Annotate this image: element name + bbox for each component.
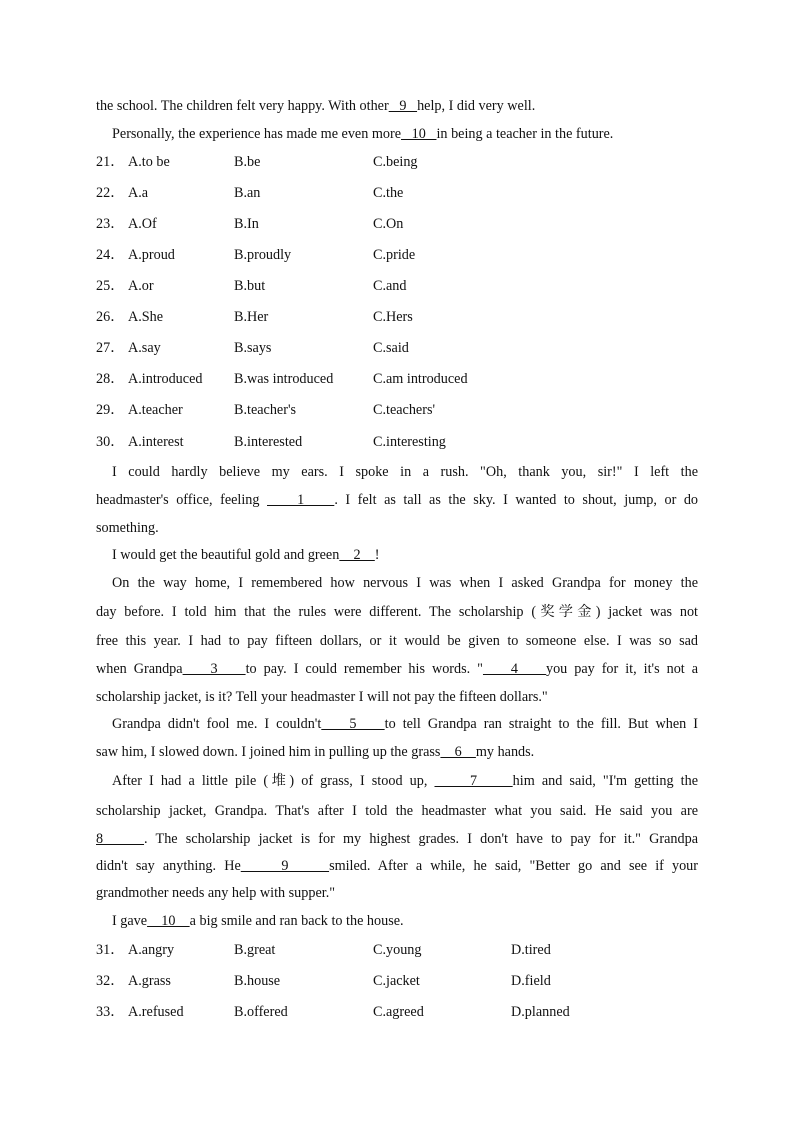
question-number: 25． — [96, 278, 125, 294]
text: ! — [374, 547, 380, 563]
option-d: D.tired — [511, 942, 551, 958]
option-a: A.interest — [128, 434, 184, 450]
text: in being a teacher in the future. — [436, 126, 614, 142]
passage-line — [96, 883, 698, 903]
option-a: A.say — [128, 340, 161, 356]
text: free this year. I had to pay fifteen dollars, or it would be given to someone else. I was so sad — [96, 633, 698, 649]
option-d: D.planned — [511, 1004, 570, 1020]
question-number: 33． — [96, 1004, 125, 1020]
text: scholarship jacket, is it? Tell your headmaster I will not pay the fifteen dollars." — [96, 689, 548, 705]
blank-10: 10 — [401, 126, 437, 142]
passage-line — [112, 462, 698, 482]
passage-line — [96, 742, 698, 762]
text: you pay for it, it's not a — [545, 661, 699, 677]
option-c: C.being — [373, 154, 418, 170]
blank-9: 9 — [240, 858, 330, 874]
option-b: B.In — [234, 216, 259, 232]
blank-9: 9 — [388, 98, 418, 114]
option-b: B.house — [234, 973, 281, 989]
passage-line — [112, 911, 714, 931]
question-number: 23． — [96, 216, 125, 232]
question-number: 24． — [96, 247, 125, 263]
question-number: 32． — [96, 973, 125, 989]
question-number: 26． — [96, 309, 125, 325]
text: day before. I told him that the rules were different. The scholarship (奖学金) jacket was not — [96, 604, 698, 620]
intro-line-2 — [112, 124, 714, 144]
passage-line — [112, 771, 698, 791]
option-b: B.great — [234, 942, 276, 958]
text: I could hardly believe my ears. I spoke in a rush. "Oh, thank you, sir!" I left the — [112, 464, 698, 480]
option-a: A.refused — [128, 1004, 184, 1020]
blank-5: 5 — [321, 716, 385, 732]
text: saw him, I slowed down. I joined him in pulling up the grass — [96, 744, 441, 760]
option-b: B.an — [234, 185, 261, 201]
text: something. — [96, 520, 159, 536]
option-a: A.to be — [128, 154, 170, 170]
text: scholarship jacket, Grandpa. That's after I told the headmaster what you said. He said you are — [96, 803, 698, 819]
text: to pay. I could remember his words. " — [245, 661, 483, 677]
option-b: B.interested — [234, 434, 303, 450]
option-b: B.proudly — [234, 247, 292, 263]
option-a: A.proud — [128, 247, 175, 263]
option-a: A.a — [128, 185, 149, 201]
blank-10: 10 — [147, 913, 190, 929]
option-b: B.teacher's — [234, 402, 297, 418]
option-a: A.grass — [128, 973, 171, 989]
text: After I had a little pile (堆) of grass, I stood up, — [112, 773, 435, 789]
text: help, I did very well. — [417, 98, 536, 114]
option-c: C.teachers' — [373, 402, 436, 418]
text: to tell Grandpa ran straight to the fill. But when I — [384, 716, 699, 732]
option-d: D.field — [511, 973, 551, 989]
passage-line — [96, 801, 698, 821]
passage-line — [96, 856, 698, 876]
option-b: B.but — [234, 278, 266, 294]
option-c: C.said — [373, 340, 409, 356]
option-a: A.teacher — [128, 402, 183, 418]
text: him and said, "I'm getting the — [512, 773, 698, 789]
option-c: C.the — [373, 185, 404, 201]
blank-2: 2 — [339, 547, 375, 563]
passage-line — [96, 490, 698, 510]
text: I would get the beautiful gold and green — [112, 547, 340, 563]
option-c: C.On — [373, 216, 404, 232]
text: grandmother needs any help with supper." — [96, 885, 336, 901]
passage-line — [112, 545, 714, 565]
option-a: A.or — [128, 278, 154, 294]
question-number: 31． — [96, 942, 125, 958]
passage-line — [112, 714, 698, 734]
text: I gave — [112, 913, 148, 929]
passage-line — [96, 659, 698, 679]
passage-line — [112, 573, 698, 593]
blank-7: 7 — [434, 773, 513, 789]
option-c: C.jacket — [373, 973, 420, 989]
blank-3: 3 — [182, 661, 246, 677]
text: the school. The children felt very happy. With other — [96, 98, 389, 114]
text: smiled. After a while, he said, "Better go and see if your — [329, 858, 699, 874]
option-b: B.be — [234, 154, 261, 170]
text: didn't say anything. He — [96, 858, 241, 874]
passage-line — [96, 631, 698, 651]
option-c: C.pride — [373, 247, 416, 263]
option-a: A.She — [128, 309, 164, 325]
text: my hands. — [475, 744, 535, 760]
text: when Grandpa — [96, 661, 183, 677]
option-c: C.Hers — [373, 309, 413, 325]
option-c: C.agreed — [373, 1004, 424, 1020]
question-number: 22． — [96, 185, 125, 201]
text: Grandpa didn't fool me. I couldn't — [112, 716, 322, 732]
blank-1: 1 — [267, 492, 335, 508]
passage-line — [96, 687, 698, 707]
text: Personally, the experience has made me even more — [112, 126, 402, 142]
question-number: 21． — [96, 154, 125, 170]
question-number: 29． — [96, 402, 125, 418]
passage-line — [96, 518, 698, 538]
text: . I felt as tall as the sky. I wanted to shout, jump, or do — [334, 492, 699, 508]
passage-line — [96, 829, 698, 849]
option-a: A.Of — [128, 216, 157, 232]
option-a: A.introduced — [128, 371, 203, 387]
option-c: C.interesting — [373, 434, 446, 450]
text: headmaster's office, feeling — [96, 492, 268, 508]
option-b: B.was introduced — [234, 371, 334, 387]
intro-line-1 — [96, 96, 698, 116]
passage-line — [96, 602, 698, 622]
blank-4: 4 — [482, 661, 546, 677]
option-b: B.Her — [234, 309, 269, 325]
option-c: C.am introduced — [373, 371, 468, 387]
blank-6: 6 — [440, 744, 476, 760]
option-b: B.offered — [234, 1004, 288, 1020]
text: On the way home, I remembered how nervous I was when I asked Grandpa for money the — [112, 575, 698, 591]
blank-8: 8 — [96, 831, 145, 847]
text: . The scholarship jacket is for my highest grades. I don't have to pay for it." Grandpa — [144, 831, 699, 847]
text: a big smile and ran back to the house. — [189, 913, 404, 929]
question-number: 30． — [96, 434, 125, 450]
option-c: C.and — [373, 278, 407, 294]
question-number: 27． — [96, 340, 125, 356]
option-c: C.young — [373, 942, 422, 958]
option-a: A.angry — [128, 942, 175, 958]
question-number: 28． — [96, 371, 125, 387]
option-b: B.says — [234, 340, 272, 356]
